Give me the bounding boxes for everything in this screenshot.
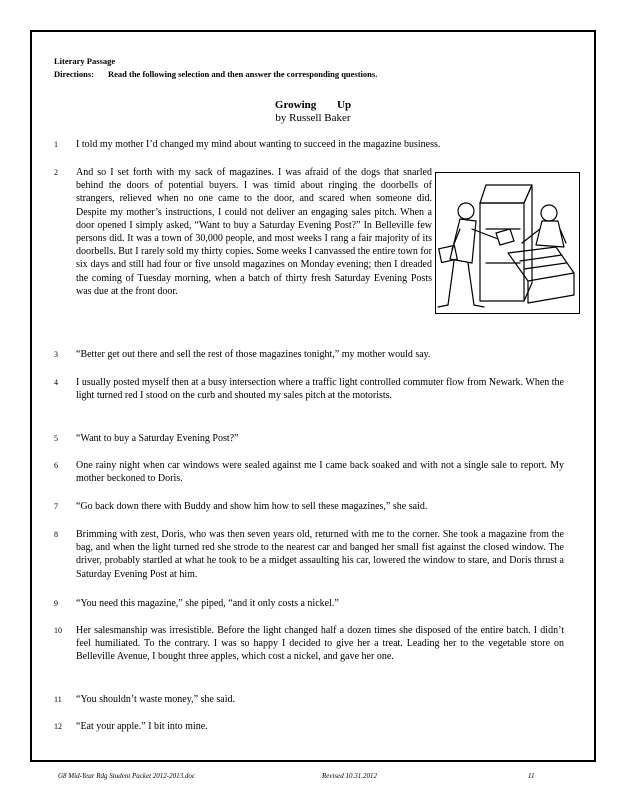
paragraph-text: Brimming with zest, Doris, who was then seven years old, returned with me to the corner. She took a magazine from the bag, and when the light turned red she strode to the nearest car and banged her small fist against the closed window. The driver, probably startled at what he took to be a midget assaulting his car, lowered the window to stare, and Doris thrust a Saturday Evening Post at him. <box>76 529 564 580</box>
paragraph-text: I told my mother I’d changed my mind about wanting to succeed in the magazine business. <box>76 139 441 150</box>
paragraph-number: 7 <box>54 502 58 511</box>
paragraph-text: One rainy night when car windows were sealed against me I came back soaked and with not a single sale to report. My mother beckoned to Doris. <box>76 460 564 485</box>
passage-title: Growing Up <box>274 99 352 111</box>
paragraph-1 <box>54 138 564 151</box>
passage-type-label: Literary Passage <box>54 56 116 66</box>
directions <box>54 69 377 79</box>
footer-page-number: 11 <box>528 772 535 780</box>
footer-filename: G8 Mid-Year Rdg Student Packet 2012-2013.doc <box>58 772 195 780</box>
paragraph-text: “Better get out there and sell the rest of those magazines tonight,” my mother would say. <box>76 349 431 360</box>
paragraph-4 <box>54 376 564 402</box>
paragraph-text: “You need this magazine,” she piped, “and it only costs a nickel.” <box>76 598 339 609</box>
paragraph-text: “Go back down there with Buddy and show him how to sell these magazines,” she said. <box>76 501 428 512</box>
footer-revised: Revised 10.31.2012 <box>322 772 378 780</box>
paragraph-9 <box>54 597 564 610</box>
directions-label: Directions: <box>54 69 94 79</box>
paragraph-number: 5 <box>54 434 58 443</box>
paragraph-text: “Want to buy a Saturday Evening Post?” <box>76 433 239 444</box>
paragraph-text: I usually posted myself then at a busy intersection where a traffic light controlled commuter flow from Newark. When the light turned red I stood on the curb and shouted my sales pitch at the motorists. <box>76 377 564 402</box>
directions-text: Read the following selection and then answer the corresponding questions. <box>107 69 378 79</box>
paragraph-text: Her salesmanship was irresistible. Before the light changed half a dozen times she disposed of the entire batch. I didn’t feel humiliated. To the contrary. I was so happy I decided to give her a treat. Leading her to the vegetable store on Belleville Avenue, I bought three apples, which cost a nickel, and gave her one. <box>76 625 564 663</box>
paragraph-11 <box>54 693 564 706</box>
paragraph-3 <box>54 348 564 361</box>
paragraph-5 <box>54 432 564 445</box>
paragraph-8 <box>54 528 564 581</box>
paragraph-10 <box>54 624 564 664</box>
paragraph-text: “You shouldn’t waste money,” she said. <box>76 694 235 705</box>
paragraph-12 <box>54 720 564 733</box>
paragraph-number: 3 <box>54 350 58 359</box>
page-frame <box>30 30 596 762</box>
paragraph-number: 2 <box>54 168 58 177</box>
paragraph-text: “Eat your apple.” I bit into mine. <box>76 721 208 732</box>
salesman-at-door-icon <box>436 173 579 313</box>
paragraph-number: 11 <box>54 695 62 704</box>
paragraph-6 <box>54 459 564 485</box>
paragraph-text: And so I set forth with my sack of magazines. I was afraid of the dogs that snarled behind the doors of potential buyers. I was timid about ringing the doorbells of strangers, relieved when no one came to the door, and scared when someone did. Despite my mother’s instructions, I could not deliver an engaging sales pitch. When a door opened I simply asked, “Want to buy a Saturday Evening Post?” In Belleville few persons did. It was a town of 30,000 people, and most weeks I rang a fair majority of its doorbells. But I rarely sold my thirty copies. Some weeks I canvassed the entire town for six days and still had four or five unsold magazines on Monday evening; then I dreaded the coming of Tuesday morning, when a batch of thirty fresh Saturday Evening Posts was due at the front door. <box>76 167 432 297</box>
paragraph-number: 9 <box>54 599 58 608</box>
paragraph-number: 10 <box>54 626 62 635</box>
paragraph-number: 6 <box>54 461 58 470</box>
paragraph-number: 4 <box>54 378 58 387</box>
paragraph-number: 1 <box>54 140 58 149</box>
paragraph-number: 8 <box>54 530 58 539</box>
paragraph-7 <box>54 500 564 513</box>
paragraph-number: 12 <box>54 722 62 731</box>
salesman-at-door-illustration <box>435 172 580 314</box>
passage-byline: by Russell Baker <box>275 112 351 124</box>
